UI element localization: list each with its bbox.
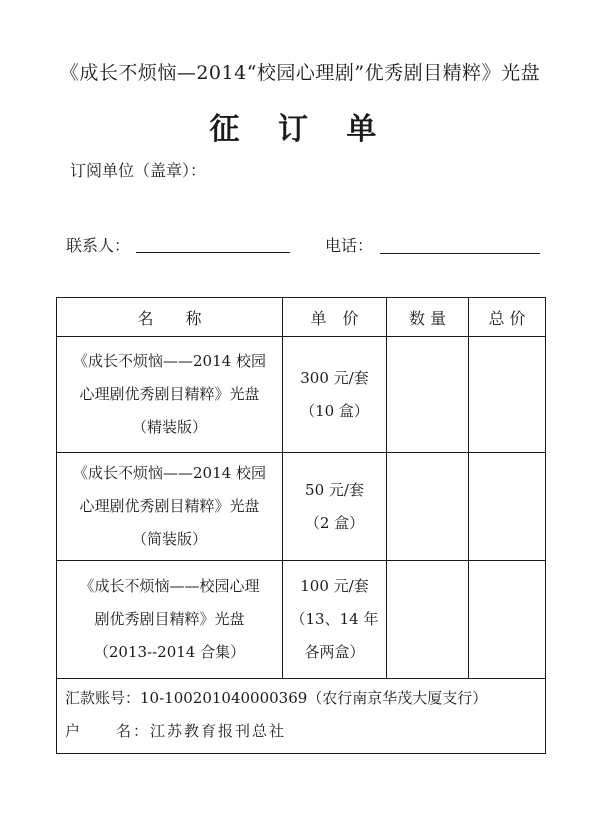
product-name-line: 心理剧优秀剧目精粹》光盘 bbox=[79, 385, 260, 403]
payment-info-row bbox=[57, 679, 546, 754]
quantity-cell[interactable] bbox=[387, 453, 469, 561]
contact-label: 联系人： bbox=[66, 236, 131, 255]
unit-price-cell bbox=[283, 453, 387, 561]
header-quantity: 数 量 bbox=[387, 298, 469, 337]
price-line: 300 元/套 bbox=[300, 368, 369, 387]
product-name-line: （简装版） bbox=[131, 530, 207, 548]
header-name: 名 称 bbox=[57, 298, 283, 337]
header-total: 总 价 bbox=[469, 298, 546, 337]
payee-name-line: 户 名：江苏教育报刊总社 bbox=[65, 722, 287, 740]
quantity-cell[interactable] bbox=[387, 561, 469, 679]
product-name-line: （精装版） bbox=[131, 418, 207, 436]
price-line: （2 盒） bbox=[304, 513, 365, 532]
contact-field[interactable] bbox=[136, 251, 290, 253]
product-name-cell bbox=[57, 337, 283, 453]
product-name-line: 《成长不烦恼——校园心理 bbox=[79, 577, 260, 595]
phone-field[interactable] bbox=[380, 252, 540, 254]
product-name-line: （2013--2014 合集） bbox=[93, 643, 246, 661]
unit-price-cell bbox=[283, 337, 387, 453]
total-cell[interactable] bbox=[469, 337, 546, 453]
document-title: 《成长不烦恼—2014“校园心理剧”优秀剧目精粹》光盘 bbox=[59, 62, 541, 84]
table-row bbox=[57, 337, 546, 453]
form-heading: 征 订 单 bbox=[209, 112, 391, 147]
product-name-line: 剧优秀剧目精粹》光盘 bbox=[94, 610, 245, 628]
quantity-cell[interactable] bbox=[387, 337, 469, 453]
account-number-line: 汇款账号：10-100201040000369（农行南京华茂大厦支行） bbox=[65, 689, 488, 707]
price-line: （13、14 年 bbox=[290, 610, 379, 628]
total-cell[interactable] bbox=[469, 453, 546, 561]
payment-info-cell bbox=[57, 679, 546, 754]
product-name-cell bbox=[57, 453, 283, 561]
product-name-line: 《成长不烦恼——2014 校园 bbox=[73, 352, 266, 370]
total-cell[interactable] bbox=[469, 561, 546, 679]
header-unit-price: 单 价 bbox=[283, 298, 387, 337]
price-line: （10 盒） bbox=[300, 401, 369, 420]
product-name-line: 《成长不烦恼——2014 校园 bbox=[73, 464, 266, 482]
price-line: 各两盒） bbox=[304, 643, 365, 661]
phone-label: 电话： bbox=[325, 236, 374, 255]
order-table bbox=[56, 297, 546, 754]
table-header-row bbox=[57, 298, 546, 337]
subscriber-label: 订阅单位（盖章）： bbox=[70, 161, 207, 180]
product-name-line: 心理剧优秀剧目精粹》光盘 bbox=[79, 497, 260, 515]
table-row bbox=[57, 561, 546, 679]
price-line: 50 元/套 bbox=[305, 480, 364, 499]
unit-price-cell bbox=[283, 561, 387, 679]
product-name-cell bbox=[57, 561, 283, 679]
table-row bbox=[57, 453, 546, 561]
price-line: 100 元/套 bbox=[300, 577, 369, 595]
